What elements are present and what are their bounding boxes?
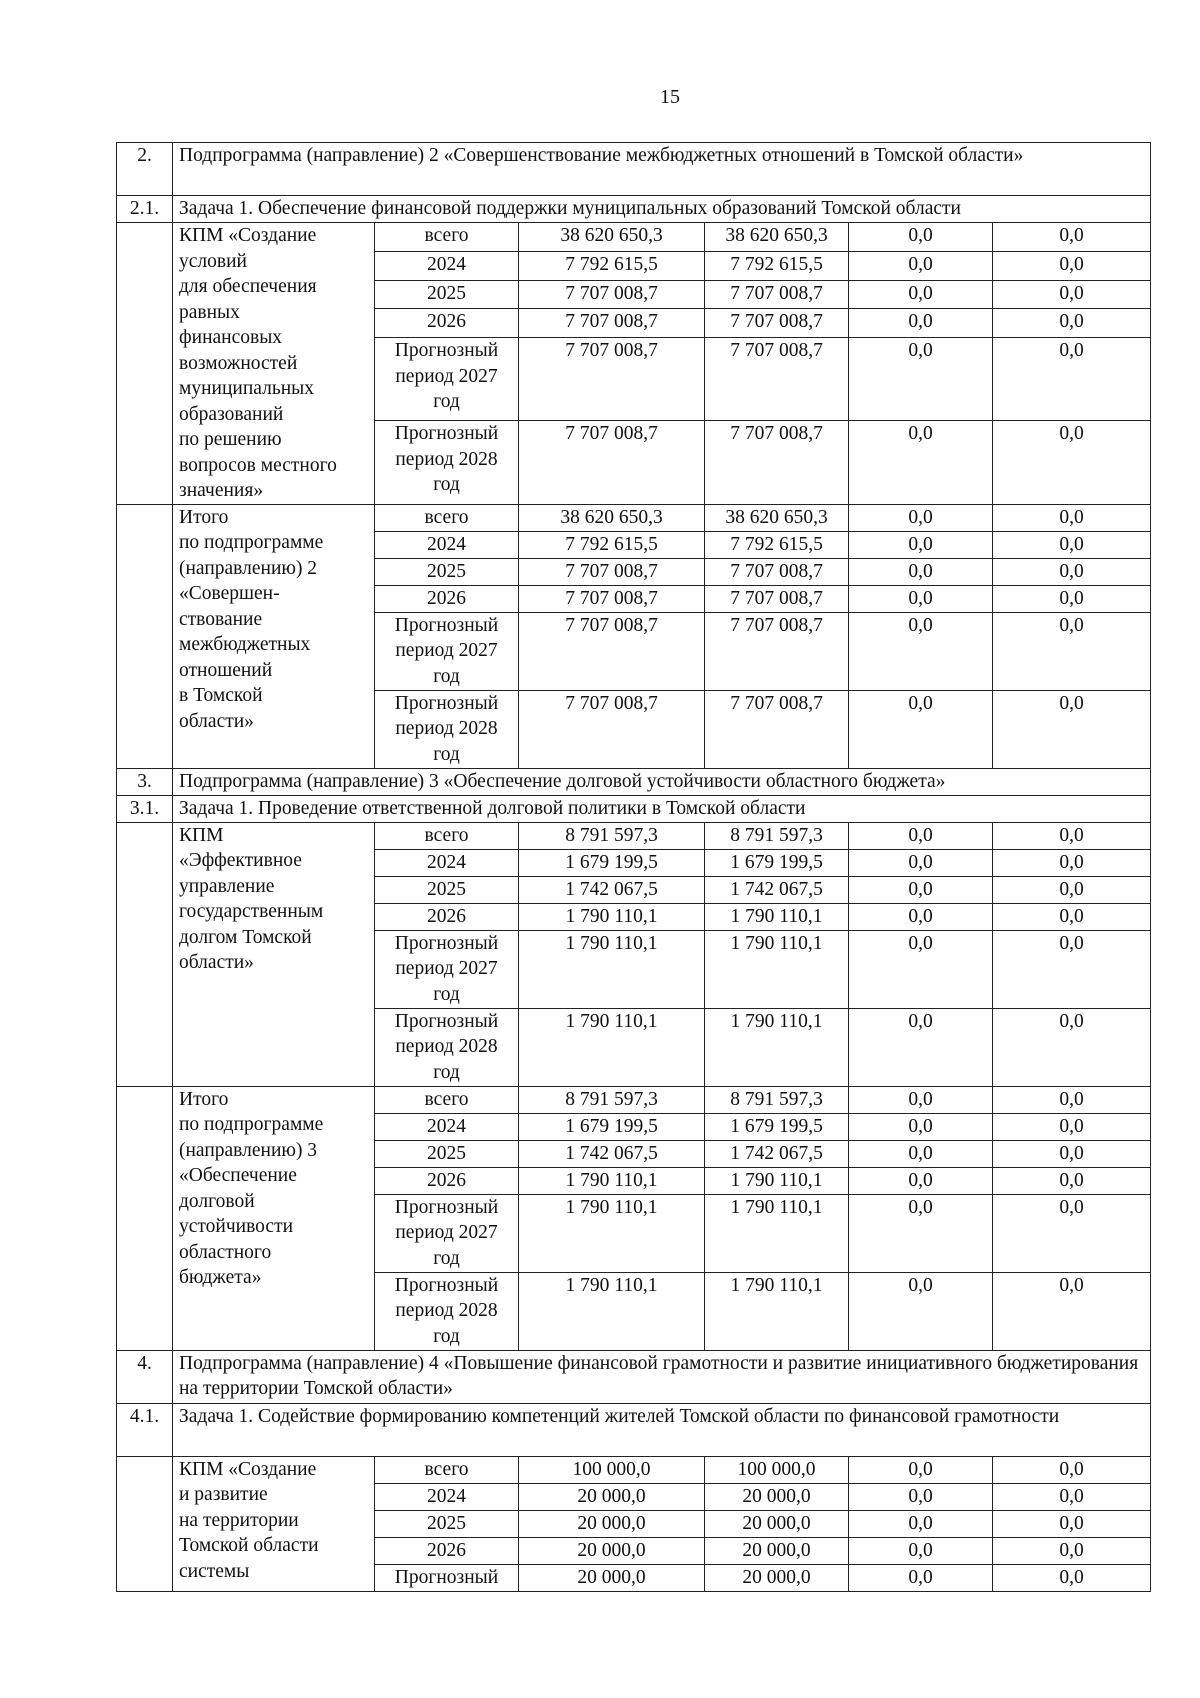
regional-budget-cell: 20 000,0 [705,1537,849,1564]
period-cell: 2025 [375,1510,519,1537]
other-sources-cell: 0,0 [993,849,1151,876]
program-name-line: в Томской [179,685,263,706]
federal-budget-cell: 0,0 [849,1140,993,1167]
section-title: Подпрограмма (направление) 3 «Обеспечение долговой устойчивости областного бюджета» [173,768,1151,795]
program-name-cell [173,822,375,1086]
total-cell: 1 679 199,5 [519,849,705,876]
total-cell: 1 790 110,1 [519,903,705,930]
program-name-line: КПМ «Создание [179,1458,317,1480]
total-cell: 7 792 615,5 [519,531,705,558]
federal-budget-cell: 0,0 [849,1510,993,1537]
period-cell: Прогнозный период 2028 год [375,690,519,768]
period-cell: 2025 [375,876,519,903]
federal-budget-cell: 0,0 [849,280,993,309]
other-sources-cell: 0,0 [993,585,1151,612]
federal-budget-cell: 0,0 [849,1113,993,1140]
period-cell: Прогнозный период 2028 год [375,1272,519,1350]
program-name-line: межбюджетных [179,634,311,655]
other-sources-cell: 0,0 [993,1537,1151,1564]
other-sources-cell: 0,0 [993,1113,1151,1140]
total-cell: 1 790 110,1 [519,1194,705,1272]
total-cell: 1 742 067,5 [519,876,705,903]
regional-budget-cell: 20 000,0 [705,1564,849,1591]
section-number: 3. [117,768,173,795]
other-sources-cell: 0,0 [993,309,1151,338]
section-number: 2. [117,143,173,196]
total-cell: 20 000,0 [519,1537,705,1564]
period-cell: 2024 [375,531,519,558]
program-name-line: долговой [179,1190,255,1212]
federal-budget-cell: 0,0 [849,930,993,1008]
period-cell: всего [375,822,519,849]
program-name-line: бюджета» [179,1267,262,1288]
regional-budget-cell: 7 707 008,7 [705,612,849,690]
total-cell: 38 620 650,3 [519,223,705,252]
regional-budget-cell: 1 790 110,1 [705,903,849,930]
table-row [117,223,1151,252]
regional-budget-cell: 7 707 008,7 [705,309,849,338]
regional-budget-cell: 8 791 597,3 [705,1086,849,1113]
period-cell: 2024 [375,849,519,876]
federal-budget-cell: 0,0 [849,1564,993,1591]
federal-budget-cell: 0,0 [849,558,993,585]
regional-budget-cell: 7 707 008,7 [705,558,849,585]
total-cell: 7 707 008,7 [519,612,705,690]
section-title: Задача 1. Обеспечение финансовой поддержки муниципальных образований Томской области [173,196,1151,223]
total-cell: 7 707 008,7 [519,690,705,768]
program-name-line: Томской области [179,1535,319,1556]
period-cell: 2026 [375,309,519,338]
federal-budget-cell: 0,0 [849,309,993,338]
federal-budget-cell: 0,0 [849,531,993,558]
empty-number-cell [117,223,173,505]
program-name-line: системы [179,1560,250,1582]
program-name-line: управление [179,875,275,897]
period-cell: 2026 [375,585,519,612]
program-name-line: равных [179,301,240,323]
table-row [117,504,1151,531]
period-cell: 2026 [375,903,519,930]
section-number: 4.1. [117,1403,173,1456]
section-row [117,143,1151,196]
federal-budget-cell: 0,0 [849,1272,993,1350]
program-name-cell [173,1086,375,1350]
total-cell: 1 790 110,1 [519,1167,705,1194]
period-cell: всего [375,504,519,531]
federal-budget-cell: 0,0 [849,338,993,421]
program-name-line: долгом Томской [179,926,312,948]
table-row [117,1456,1151,1483]
total-cell: 7 707 008,7 [519,558,705,585]
other-sources-cell: 0,0 [993,531,1151,558]
other-sources-cell: 0,0 [993,421,1151,504]
total-cell: 7 707 008,7 [519,338,705,421]
other-sources-cell: 0,0 [993,1272,1151,1350]
federal-budget-cell: 0,0 [849,903,993,930]
federal-budget-cell: 0,0 [849,1456,993,1483]
section-row [117,768,1151,795]
other-sources-cell: 0,0 [993,930,1151,1008]
total-cell: 7 707 008,7 [519,280,705,309]
program-name-line: и развитие [179,1484,268,1505]
other-sources-cell: 0,0 [993,1194,1151,1272]
budget-table [116,142,1151,1592]
section-number: 2.1. [117,196,173,223]
period-cell: 2025 [375,280,519,309]
period-cell: всего [375,1086,519,1113]
empty-number-cell [117,822,173,1086]
other-sources-cell: 0,0 [993,1167,1151,1194]
federal-budget-cell: 0,0 [849,1194,993,1272]
period-cell: 2024 [375,1113,519,1140]
section-row [117,1403,1151,1456]
other-sources-cell: 0,0 [993,1140,1151,1167]
section-title: Подпрограмма (направление) 4 «Повышение финансовой грамотности и развитие инициативного бюджетирования на территории Томской области» [173,1350,1151,1403]
other-sources-cell: 0,0 [993,1510,1151,1537]
program-name-line: возможностей [179,352,298,374]
program-name-line: области» [179,952,254,973]
total-cell: 1 790 110,1 [519,1272,705,1350]
other-sources-cell: 0,0 [993,558,1151,585]
total-cell: 7 707 008,7 [519,309,705,338]
other-sources-cell: 0,0 [993,1564,1151,1591]
program-name-line: (направлению) 2 [179,557,318,579]
program-name-line: вопросов местного [179,454,337,476]
regional-budget-cell: 20 000,0 [705,1510,849,1537]
section-number: 3.1. [117,795,173,822]
other-sources-cell: 0,0 [993,1483,1151,1510]
period-cell: 2025 [375,558,519,585]
total-cell: 100 000,0 [519,1456,705,1483]
regional-budget-cell: 1 790 110,1 [705,1194,849,1272]
federal-budget-cell: 0,0 [849,822,993,849]
federal-budget-cell: 0,0 [849,690,993,768]
period-cell: Прогнозный период 2027 год [375,612,519,690]
regional-budget-cell: 7 707 008,7 [705,421,849,504]
empty-number-cell [117,1086,173,1350]
program-name-cell [173,223,375,505]
program-name-line: отношений [179,659,273,681]
period-cell: 2024 [375,251,519,280]
regional-budget-cell: 38 620 650,3 [705,223,849,252]
total-cell: 1 790 110,1 [519,930,705,1008]
period-cell: 2025 [375,1140,519,1167]
program-name-line: области» [179,710,254,732]
section-title: Задача 1. Содействие формированию компетенций жителей Томской области по финансовой грамотности [173,1403,1151,1456]
section-number: 4. [117,1350,173,1403]
federal-budget-cell: 0,0 [849,421,993,504]
program-name-line: Итого [179,1088,229,1110]
total-cell: 1 679 199,5 [519,1113,705,1140]
other-sources-cell: 0,0 [993,280,1151,309]
program-name-line: по решению [179,429,282,450]
table-row [117,1086,1151,1113]
program-name-line: Итого [179,506,229,528]
other-sources-cell: 0,0 [993,690,1151,768]
other-sources-cell: 0,0 [993,251,1151,280]
regional-budget-cell: 1 742 067,5 [705,876,849,903]
total-cell: 7 707 008,7 [519,421,705,504]
empty-number-cell [117,1456,173,1591]
other-sources-cell: 0,0 [993,223,1151,252]
program-name-line: КПМ «Создание [179,225,317,246]
program-name-line: финансовых [179,327,283,348]
program-name-line: муниципальных [179,378,315,399]
section-title: Задача 1. Проведение ответственной долговой политики в Томской области [173,795,1151,822]
total-cell: 7 792 615,5 [519,251,705,280]
program-name-line: (направлению) 3 [179,1139,318,1161]
regional-budget-cell: 38 620 650,3 [705,504,849,531]
regional-budget-cell: 7 792 615,5 [705,251,849,280]
period-cell: Прогнозный период 2027 год [375,1194,519,1272]
total-cell: 20 000,0 [519,1510,705,1537]
page-number: 15 [660,86,680,108]
other-sources-cell: 0,0 [993,822,1151,849]
program-name-line: «Совершен- [179,583,280,604]
total-cell: 1 742 067,5 [519,1140,705,1167]
federal-budget-cell: 0,0 [849,504,993,531]
program-name-line: образований [179,403,284,425]
regional-budget-cell: 1 790 110,1 [705,1167,849,1194]
program-name-line: по подпрограмме [179,1114,324,1135]
federal-budget-cell: 0,0 [849,223,993,252]
total-cell: 20 000,0 [519,1564,705,1591]
program-name-line: государственным [179,901,324,922]
federal-budget-cell: 0,0 [849,1008,993,1086]
period-cell: 2024 [375,1483,519,1510]
period-cell: Прогнозный период 2027 год [375,338,519,421]
program-name-cell [173,504,375,768]
total-cell: 8 791 597,3 [519,1086,705,1113]
section-row [117,196,1151,223]
other-sources-cell: 0,0 [993,504,1151,531]
regional-budget-cell: 1 679 199,5 [705,849,849,876]
program-name-line: значения» [179,480,264,501]
other-sources-cell: 0,0 [993,876,1151,903]
federal-budget-cell: 0,0 [849,876,993,903]
other-sources-cell: 0,0 [993,1008,1151,1086]
program-name-line: по подпрограмме [179,532,324,553]
period-cell: Прогнозный [375,1564,519,1591]
regional-budget-cell: 7 792 615,5 [705,531,849,558]
program-name-line: «Эффективное [179,850,302,871]
federal-budget-cell: 0,0 [849,1086,993,1113]
total-cell: 38 620 650,3 [519,504,705,531]
other-sources-cell: 0,0 [993,338,1151,421]
section-row [117,795,1151,822]
federal-budget-cell: 0,0 [849,1537,993,1564]
table-row [117,822,1151,849]
regional-budget-cell: 100 000,0 [705,1456,849,1483]
program-name-line: устойчивости [179,1216,294,1237]
program-name-line: КПМ [179,824,224,846]
program-name-line: для обеспечения [179,276,317,297]
program-name-line: «Обеспечение [179,1165,297,1186]
total-cell: 7 707 008,7 [519,585,705,612]
section-title: Подпрограмма (направление) 2 «Совершенствование межбюджетных отношений в Томской области» [173,143,1151,196]
federal-budget-cell: 0,0 [849,1167,993,1194]
other-sources-cell: 0,0 [993,903,1151,930]
regional-budget-cell: 1 790 110,1 [705,1008,849,1086]
total-cell: 20 000,0 [519,1483,705,1510]
regional-budget-cell: 7 707 008,7 [705,690,849,768]
other-sources-cell: 0,0 [993,1456,1151,1483]
other-sources-cell: 0,0 [993,1086,1151,1113]
federal-budget-cell: 0,0 [849,849,993,876]
regional-budget-cell: 7 707 008,7 [705,280,849,309]
federal-budget-cell: 0,0 [849,251,993,280]
period-cell: всего [375,223,519,252]
period-cell: 2026 [375,1167,519,1194]
regional-budget-cell: 7 707 008,7 [705,338,849,421]
period-cell: всего [375,1456,519,1483]
other-sources-cell: 0,0 [993,612,1151,690]
total-cell: 1 790 110,1 [519,1008,705,1086]
period-cell: 2026 [375,1537,519,1564]
program-name-line: областного [179,1241,272,1263]
program-name-cell [173,1456,375,1591]
regional-budget-cell: 1 679 199,5 [705,1113,849,1140]
total-cell: 8 791 597,3 [519,822,705,849]
section-row [117,1350,1151,1403]
regional-budget-cell: 7 707 008,7 [705,585,849,612]
regional-budget-cell: 1 742 067,5 [705,1140,849,1167]
regional-budget-cell: 1 790 110,1 [705,930,849,1008]
program-name-line: ствование [179,608,263,630]
period-cell: Прогнозный период 2028 год [375,421,519,504]
federal-budget-cell: 0,0 [849,1483,993,1510]
program-name-line: на территории [179,1509,299,1531]
period-cell: Прогнозный период 2027 год [375,930,519,1008]
regional-budget-cell: 20 000,0 [705,1483,849,1510]
federal-budget-cell: 0,0 [849,612,993,690]
program-name-line: условий [179,250,247,272]
empty-number-cell [117,504,173,768]
regional-budget-cell: 8 791 597,3 [705,822,849,849]
federal-budget-cell: 0,0 [849,585,993,612]
regional-budget-cell: 1 790 110,1 [705,1272,849,1350]
period-cell: Прогнозный период 2028 год [375,1008,519,1086]
